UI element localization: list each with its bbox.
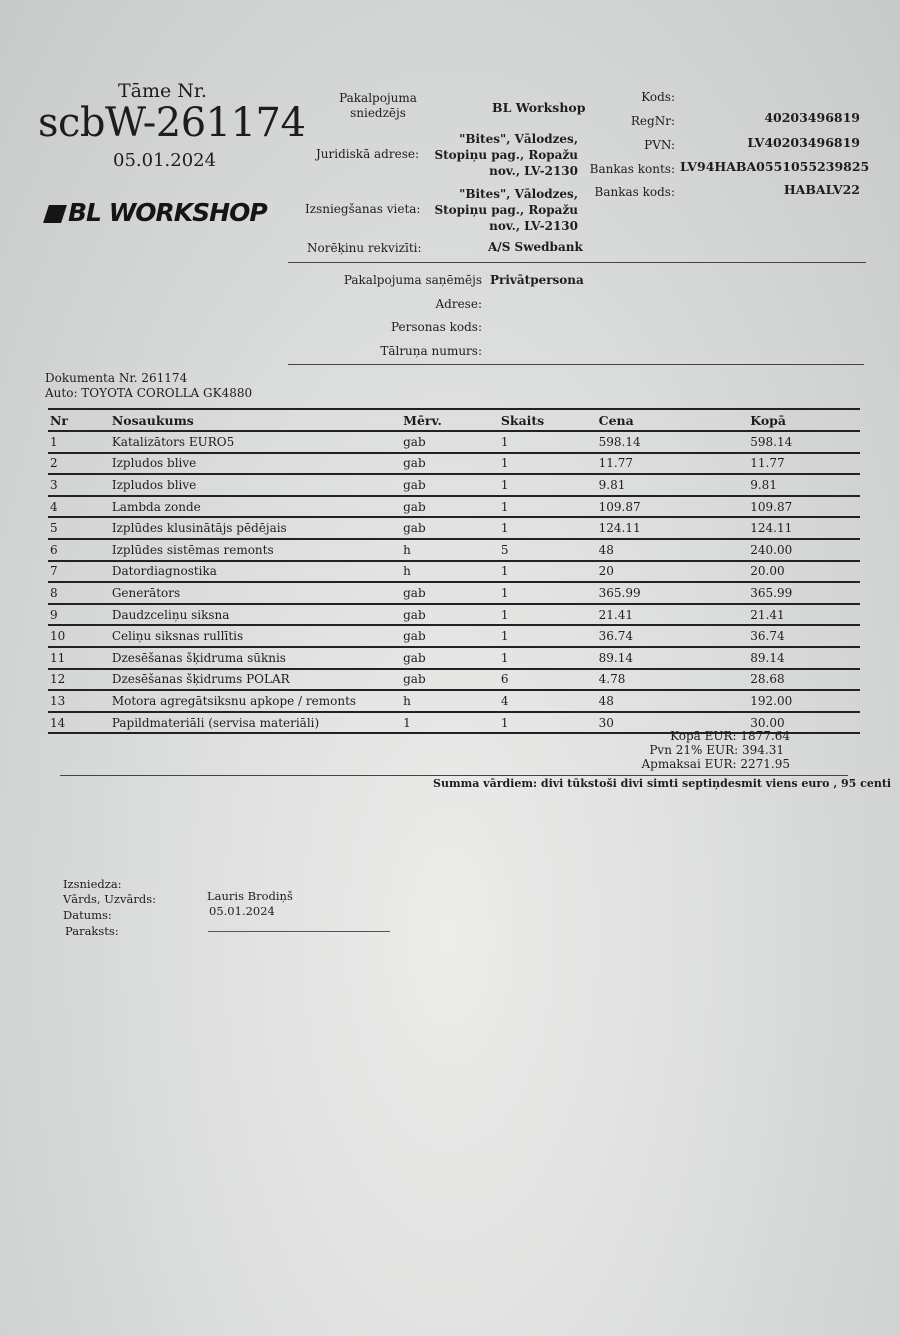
header-price: Cena [599, 409, 751, 431]
table-row: 9 Daudzceliņu siksna gab 1 21.41 21.41 [48, 604, 860, 626]
bank-code-value: HABALV22 [783, 182, 860, 197]
bl-workshop-logo: BL WORKSHOP [46, 198, 267, 227]
recipient-personal-code-label: Personas kods: [391, 320, 482, 334]
signature-line [208, 931, 390, 932]
signature-label: Paraksts: [65, 924, 119, 938]
legal-address: "Bites", Vālodzes, Stopiņu pag., Ropažu nov., LV-2130 [434, 132, 578, 178]
provider-label: Pakalpojuma sniedzējs [339, 91, 417, 120]
regnr-value: 40203496819 [764, 110, 860, 125]
document-number: Dokumenta Nr. 261174 [45, 371, 188, 385]
total-in-words: Summa vārdiem: divi tūkstoši divi simti septiņdesmit viens euro , 95 centi [433, 777, 892, 790]
table-row: 1 Katalizātors EURO5 gab 1 598.14 598.14 [48, 431, 860, 453]
issued-label: Izsniedza: [63, 877, 122, 891]
recipient-label: Pakalpojuma saņēmējs [343, 273, 482, 287]
document-auto: Auto: TOYOTA COROLLA GK4880 [45, 386, 253, 400]
invoice-title: Tāme Nr. [118, 80, 207, 102]
total-apmaksai: Apmaksai EUR: 2271.95 [641, 757, 790, 771]
issuer-name-label: Vārds, Uzvārds: [63, 892, 156, 906]
header-name: Nosaukums [112, 409, 403, 431]
table-row: 6 Izplūdes sistēmas remonts h 5 48 240.00 [48, 539, 860, 561]
divider-provider [288, 262, 866, 263]
items-table [48, 408, 860, 734]
header-total: Kopā [750, 409, 860, 431]
issuer-date-label: Datums: [63, 908, 112, 922]
table-header-row [48, 409, 860, 431]
table-row: 5 Izplūdes klusinātājs pēdējais gab 1 124.11 124.11 [48, 517, 860, 539]
table-row: 8 Generātors gab 1 365.99 365.99 [48, 582, 860, 604]
table-row: 7 Datordiagnostika h 1 20 20.00 [48, 561, 860, 583]
total-kopa: Kopā EUR: 1877.64 [670, 729, 790, 743]
recipient-name: Privātpersona [490, 273, 584, 287]
table-row: 13 Motora agregātsiksnu apkope / remonts h 4 48 192.00 [48, 690, 860, 712]
table-row: 11 Dzesēšanas šķidruma sūknis gab 1 89.14 89.14 [48, 647, 860, 669]
recipient-phone-label: Tālruņa numurs: [380, 344, 482, 358]
bank-account-label: Bankas konts: [589, 162, 675, 176]
bank-account-value: LV94HABA0551055239825 [680, 159, 870, 174]
issue-place-label: Izsniegšanas vieta: [305, 202, 421, 216]
bank-details: A/S Swedbank [488, 240, 583, 254]
table-row: 14 Papildmateriāli (servisa materiāli) 1 1 30 30.00 [48, 712, 860, 734]
header-qty: Skaits [501, 409, 599, 431]
logo-mark-icon [43, 205, 67, 223]
table-row: 12 Dzesēšanas šķidrums POLAR gab 6 4.78 28.68 [48, 669, 860, 691]
invoice-date: 05.01.2024 [113, 150, 217, 171]
table-row: 2 Izpludos blive gab 1 11.77 11.77 [48, 453, 860, 475]
total-pvn: Pvn 21% EUR: 394.31 [649, 743, 784, 757]
header-nr: Nr [48, 409, 112, 431]
regnr-label: RegNr: [630, 114, 675, 128]
issuer-name: Lauris Brodiņš [207, 889, 293, 903]
issuer-date: 05.01.2024 [209, 904, 275, 918]
issue-place: "Bites", Vālodzes, Stopiņu pag., Ropažu nov., LV-2130 [434, 187, 578, 233]
invoice-number: scbW-261174 [38, 100, 306, 146]
pvn-label: PVN: [644, 138, 675, 152]
legal-address-label: Juridiskā adrese: [316, 147, 420, 161]
bank-details-label: Norēķinu rekvizīti: [307, 241, 422, 255]
divider-totals [60, 775, 848, 776]
bank-code-label: Bankas kods: [594, 185, 675, 199]
kods-label: Kods: [641, 90, 675, 104]
table-row: 3 Izpludos blive gab 1 9.81 9.81 [48, 474, 860, 496]
table-row: 4 Lambda zonde gab 1 109.87 109.87 [48, 496, 860, 518]
provider-name: BL Workshop [492, 100, 586, 115]
header-unit: Mērv. [403, 409, 501, 431]
divider-recipient [288, 364, 864, 365]
recipient-address-label: Adrese: [435, 297, 482, 311]
table-row: 10 Celiņu siksnas rullītis gab 1 36.74 36.74 [48, 625, 860, 647]
pvn-value: LV40203496819 [747, 135, 860, 150]
